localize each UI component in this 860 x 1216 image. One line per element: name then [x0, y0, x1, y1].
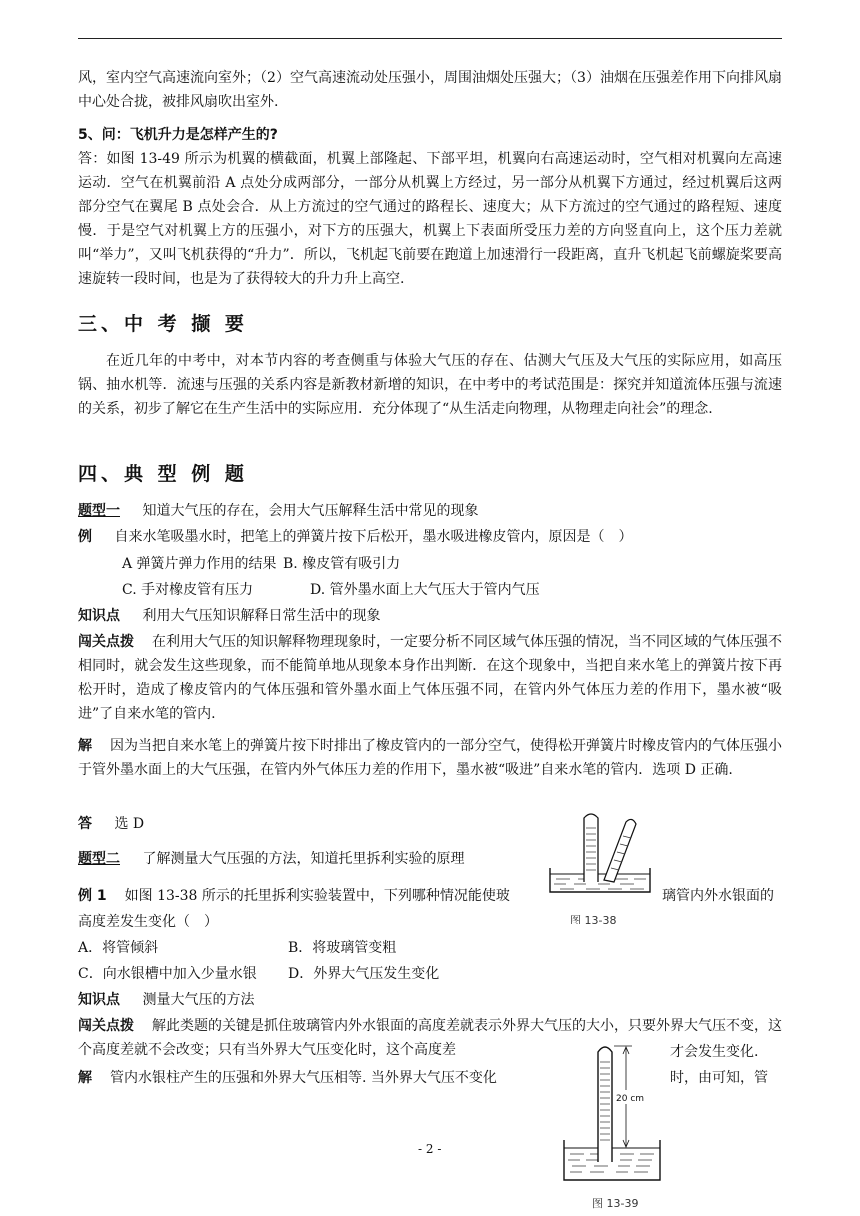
option-2d: D．外界大气压发生变化 — [288, 966, 440, 982]
option-2c: C．向水银槽中加入少量水银 — [78, 966, 257, 982]
type1-text: 知道大气压的存在，会用大气压解释生活中常见的现象 — [142, 503, 479, 519]
example-label: 例 — [78, 529, 92, 545]
example-2-line-c: 高度差发生变化（ ） — [78, 914, 218, 930]
figure-13-38-torricelli-apparatus — [546, 808, 656, 894]
knowledge-point-1: 知识点 利用大气压知识解释日常生活中的现象 — [78, 608, 381, 624]
page-number: - 2 - — [418, 1142, 442, 1156]
type1-label: 题型一 — [78, 503, 120, 519]
tip-2-tail: 才会发生变化. — [670, 1044, 759, 1060]
type2-text: 了解测量大气压强的方法，知道托里拆利实验的原理 — [142, 851, 465, 867]
figure-13-38-caption: 图 13-38 — [570, 914, 617, 924]
type2-line — [78, 847, 538, 871]
tip-2: 闯关点拨 解此类题的关键是抓住玻璃管内外水银面的高度差就表示外界大气压的大小，只要外界大气压不变，这个高度差就不会改变；只有当外界大气压变化时，这个高度差 — [78, 1018, 782, 1058]
solution-1: 解 因为当把自来水笔上的弹簧片按下时排出了橡皮管内的一部分空气，使得松开弹簧片时橡皮管内的气体压强小于管外墨水面上的大气压强，在管内外气体压力差的作用下，墨水被“吸进”自来水笔的管内．选项 D 正确. — [78, 738, 782, 778]
header-rule — [78, 38, 782, 39]
paragraph-continuation: 风，室内空气高速流向室外；（2）空气高速流动处压强小，周围油烟处压强大；（3）油烟在压强差作用下向排风扇中心处合拢，被排风扇吹出室外. — [78, 70, 782, 110]
type1-line — [78, 499, 782, 523]
question-5-answer: 答：如图 13-49 所示为机翼的横截面，机翼上部隆起、下部平坦，机翼向右高速运动时，空气相对机翼向左高速运动．空气在机翼前沿 A 点处分成两部分，一部分从机翼上方经过，另一部分从机翼下方通过，经过机翼后这两部分空气在翼尾 B 点处会合．从上方流过的空气通过的路程长、速度大；从下方流过的空气通过的路程短、速度慢．于是空气对机翼上方的压强小，对下方的压强大，机翼上下表面所受压力差的方向竖直向上，这个压力差就叫“举力”，又叫飞机获得的“升力”．所以，飞机起飞前要在跑道上加速滑行一段距离，直升飞机起飞前螺旋桨要高速旋转一段时间，也是为了获得较大的升力升上高空. — [78, 151, 782, 287]
example-line — [78, 525, 782, 549]
section-3-body: 在近几年的中考中，对本节内容的考查侧重与体验大气压的存在、估测大气压及大气压的实际应用，如高压锅、抽水机等．流速与压强的关系内容是新教材新增的知识，在中考中的考试范围是：探究并知道流体压强与流速的关系，初步了解它在生产生活中的实际应用．充分体现了“从生活走向物理，从物理走向社会”的理念. — [78, 353, 782, 417]
solution-2-line-a: 解 管内水银柱产生的压强和外界大气压相等. 当外界大气压不变化 — [78, 1070, 497, 1086]
question-5 — [78, 123, 782, 291]
solution-2-line-b: 时，由可知，管 — [670, 1070, 768, 1086]
section-3-heading: 三、中 考 撷 要 — [78, 313, 248, 335]
option-2b: B．将玻璃管变粗 — [288, 940, 397, 956]
option-a: A 弹簧片弹力作用的结果 — [122, 556, 277, 572]
example-2-line-a: 例 1 如图 13-38 所示的托里拆利实验装置中，下列哪种情况能使玻 — [78, 888, 510, 904]
figure-13-39-height-label: 20 cm — [616, 1094, 645, 1104]
example-text: 自来水笔吸墨水时，把笔上的弹簧片按下后松开，墨水吸进橡皮管内，原因是（ ） — [114, 529, 633, 545]
option-2a: A．将管倾斜 — [78, 940, 159, 956]
example-2-line-b: 璃管内外水银面的 — [662, 888, 774, 904]
section-4-heading: 四、典 型 例 题 — [78, 463, 248, 485]
question-5-title: 5、问：飞机升力是怎样产生的? — [78, 127, 278, 143]
type2-label: 题型二 — [78, 851, 120, 867]
option-d: D. 管外墨水面上大气压大于管内气压 — [310, 582, 540, 598]
figure-13-39-caption: 图 13-39 — [592, 1197, 639, 1210]
figure-13-39-mercury-column — [560, 1036, 664, 1184]
option-c: C. 手对橡皮管有压力 — [122, 582, 254, 598]
tip-1: 闯关点拨 在利用大气压的知识解释物理现象时，一定要分析不同区域气体压强的情况，当不同区域的气体压强不相同时，就会发生这些现象，而不能简单地从现象本身作出判断．在这个现象中，当把自来水笔上的弹簧片按下再松开时，造成了橡皮管内的气体压强和管外墨水面上气体压强不同，在管内外气体压力差的作用下，墨水被“吸进”了自来水笔的管内. — [78, 634, 782, 722]
option-b: B. 橡皮管有吸引力 — [283, 556, 401, 572]
answer-1: 答 选 D — [78, 816, 145, 832]
knowledge-point-2: 知识点 测量大气压的方法 — [78, 992, 255, 1008]
